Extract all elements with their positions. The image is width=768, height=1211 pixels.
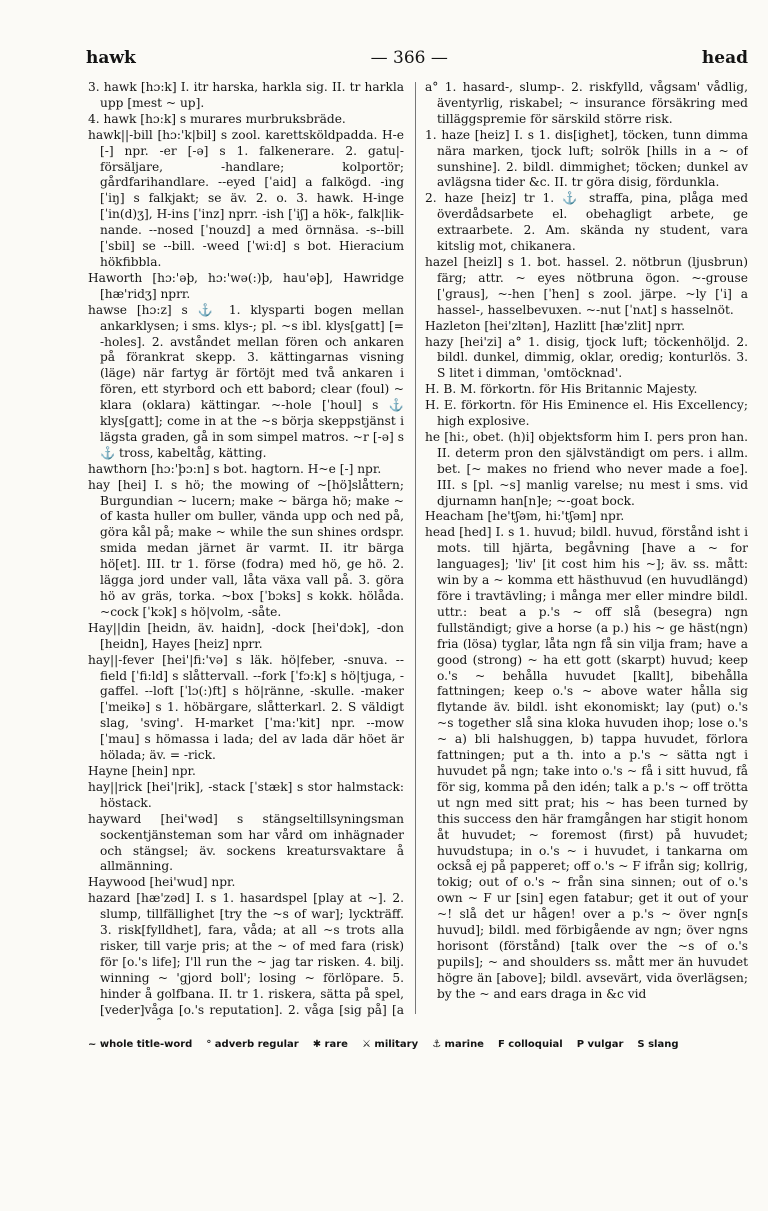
entry: Hazleton [hei'zltən], Hazlitt [hæ'zlit] nprr. [425,318,686,333]
entry: 4. hawk [hɔ:k] s murares murbruksbräde. [88,111,346,126]
entry: H. E. förkortn. för His Eminence el. His Excellency; high explosive. [425,398,748,429]
entry: hazard [hæ'zəd] I. s 1. hasardspel [play at ~]. 2. slump, tillfällighet [try the ~s of war]; lyckträff. 3. risk[fylldhet], fara, våda; at all ~s trots alla risker, till varje pris; at the ~ of med fara (risk) för [o.'s life]; I'll run the ~ jag tar risken. 4. bilj. winning ~ 'gjord boll'; losing ~ förlöpare. 5. hinder å golfbana. II. tr 1. riskera, sätta på spel, [veder]våga [o.'s reputation]. 2. våga [sig på] [a [88,891,404,1017]
legend-item: ° adverb regular [206,1039,299,1050]
entry: Hayne [hein] npr. [88,763,196,778]
page-header [86,48,748,74]
entry: head [hed] I. s 1. huvud; bildl. huvud, förstånd isht i mots. till hjärta, begåvning [have a ~ for languages]; 'liv' [it cost him his ~]; äv. ss. mått: win by a ~ komma ett hästhuvud (en huvudlängd) före i travtävling; i många mer eller mindre bildl. uttr.: beat a p.'s ~ off slå (besegra) ngn fullständigt; give a horse (a p.) his ~ ge häst(ngn) fria (lösa) tyglar, låta ngn få sin vilja fram; have a good (strong) ~ ha ett gott (skarpt) huvud; keep o.'s ~ behålla huvudet [kallt], bibehålla fattningen; keep o.'s ~ above water hålla sig flytande äv. bildl. isht ekonomiskt; lay (put) o.'s ~s together slå sina kloka huvuden ihop; lose o.'s ~ a) bli halshuggen, b) tappa huvudet, förlora fattningen; put a th. into a p.'s ~ sätta ngt i huvudet på ngn; take into o.'s ~ få i sitt huvud, få för sig, komma på den idén; talk a p.'s ~ off trötta ut ngn med sitt prat; his ~ has been turned by this success den här framgången har stigit honom åt huvudet; ~ foremost (first) på huvudet; huvudstupa; in o.'s ~ i huvudet, i tankarna om också ej på papperet; off o.'s ~ F ifrån sig; kollrig, tokig; out of o.'s ~ från sina sinnen; out of o.'s own ~ F ur [sin] egen fatabur; get it out of your ~! slå det ur hågen! over a p.'s ~ över ngn[s huvud]; bildl. med förbigående av ngn; över ngns horisont (förstånd) [talk over the ~s of o.'s pupils]; ~ and shoulders ss. mått mer än huvudet högre än [above]; bildl. avsevärt, vida överlägsen; by the ~ and ears draga in &c vid [425,525,748,1001]
entry: hawk||-bill [hɔ:'k|bil] s zool. karettsköldpadda. H-e [-] npr. -er [-ə] s 1. falkenerare. 2. gatu|-försäljare, -handlare; kolportör; gårdfarihandlare. --eyed [ˈaid] a falkögd. -ing [ˈiŋ] s falkjakt; se äv. 2. o. 3. hawk. H-inge [ˈin(d)ʒ], H-ins [ˈinz] nprr. -ish [ˈiʃ] a hök-, falk|lik-nande. --nosed [ˈnouzd] a med örnnäsa. -s--bill [ˈsbil] se --bill. -weed [ˈwi:d] s bot. Hieracium hökfibbla. [88,127,404,269]
entry: 2. haze [heiz] tr 1. ⚓ straffa, pina, plåga med överdådsarbete el. obehagligt arbete, ge extraarbete. 2. Am. skända ny student, vara kitslig mot, chikanera. [425,191,748,254]
legend-item: F colloquial [497,1039,563,1050]
entry: hay||-fever [hei'|fi:'və] s läk. hö|feber, -snuva. --field [ˈfi:ld] s slåttervall. --fork [ˈfɔ:k] s hö|tjuga, -gaffel. --loft [ˈlɔ(:)ft] s hö|ränne, -skulle. -maker [ˈmeikə] s 1. höbärgare, slåtterkarl. 2. S väldigt slag, 'sving'. H-market [ˈma:'kit] npr. --mow [ˈmau] s hömassa i lada; del av lada där höet är hölada; äv. = -rick. [88,652,404,763]
legend-item: ~ whole title-word [88,1039,193,1050]
legend-item: ⚔ military [361,1039,419,1050]
entry: 3. hawk [hɔ:k] I. itr harska, harkla sig. II. tr harkla upp [mest ~ up]. [88,80,404,110]
guide-word-right: head [701,48,748,68]
entry: hay [hei] I. s hö; the mowing of ~[hö]slåttern; Burgundian ~ lucern; make ~ bärga hö; make ~ of kasta huller om buller, vända upp och ned på, göra kål på; make ~ while the sun shines ordspr. smida medan järnet är varmt. II. itr bärga hö[et]. III. tr 1. förse (fodra) med hö, ge hö. 2. lägga jord under vall, låta växa vall på. 3. göra hö av gräs, torka. ~box [ˈbɔks] s kokk. hölåda. ~cock [ˈkɔk] s hö|volm, -såte. [88,477,404,619]
entry: Heacham [he'tʃəm, hi:'tʃəm] npr. [425,509,625,524]
entry: 1. haze [heiz] I. s 1. dis[ighet], töcken, tunn dimma nära marken, tjock luft; solrök [hills in a ~ of sunshine]. 2. bildl. dimmighet; töcken; dunkel av avlägsna tider &c. II. tr göra disig, fördunkla. [425,127,748,190]
entry: hazy [hei'zi] a° 1. disig, tjock luft; töckenhöljd. 2. bildl. dunkel, dimmig, oklar, oredig; konturlös. 3. S litet i dimman, 'omtöcknad'. [425,334,748,381]
entry: H. B. M. förkortn. för His Britannic Majesty. [425,382,698,397]
entry: Haywood [hei'wud] npr. [88,875,236,890]
entry: Hay||din [heidn, äv. haidn], -dock [hei'dɔk], -don [heidn], Hayes [heiz] nprr. [88,620,404,651]
entry: hayward [hei'wəd] s stängseltillsyningsman sockentjänsteman som har vård om inhägnader och stängsel; äv. sockens kreatursvaktare å allmänning. [88,811,404,874]
legend-item: ✱ rare [312,1039,348,1050]
entry: Haworth [hɔ:'əþ, hɔ:'wə(:)þ, hau'əþ], Hawridge [hæ'ridʒ] nprr. [88,270,404,301]
entry: he [hi:, obet. (h)i] objektsform him I. pers pron han. II. determ pron den självständigt om pers. i allm. bet. [~ makes no friend who never made a foe]. III. s [pl. ~s] manlig varelse; nu mest i sms. vid djurnamn han[n]e; ~-goat bock. [425,429,748,508]
guide-word-left: hawk [86,48,136,68]
left-column [88,80,404,1020]
legend-item: S slang [637,1039,679,1050]
entry: hawthorn [hɔ:'þɔ:n] s bot. hagtorn. H~e [-] npr. [88,461,382,476]
symbol-legend [88,1039,750,1050]
column-divider [415,82,416,1014]
entry: hay||rick [hei'|rik], -stack [ˈstæk] s stor halmstack: höstack. [88,779,404,810]
entry: a° 1. hasard-, slump-. 2. riskfylld, vågsam' vådlig, äventyrlig, riskabel; ~ insurance försäkring med tilläggspremie för särskild större risk. [425,80,748,126]
entry: hawse [hɔ:z] s ⚓ 1. klysparti bogen mellan ankarklysen; i sms. klys-; pl. ~s ibl. klys[gatt] [= -holes]. 2. avståndet mellan fören och ankaren på förankrat skepp. 3. kättingarnas visning (läge) när fartyg är förtöjt med två ankaren i fören, ett styrbord och ett babord; clear (foul) ~ klara (oklara) kättingar. ~-hole [ˈhoul] s ⚓ klys[gatt]; come in at the ~s börja skeppstjänst i lägsta graden, gå in som simpel matros. ~r [-ə] s ⚓ tross, kabeltåg, kätting. [88,302,404,460]
legend-item: ⚓ marine [432,1039,484,1050]
entry: hazel [heizl] s 1. bot. hassel. 2. nötbrun (ljusbrun) färg; attr. ~ eyes nötbruna ögon. ~-grouse [ˈgraus], ~-hen [ˈhen] s zool. järpe. ~ly [ˈi] a hassel-, hasselbevuxen. ~-nut [ˈnʌt] s hasselnöt. [425,254,748,317]
legend-item: P vulgar [576,1039,624,1050]
page-number: — 366 — [370,48,448,68]
right-column [425,80,748,1020]
